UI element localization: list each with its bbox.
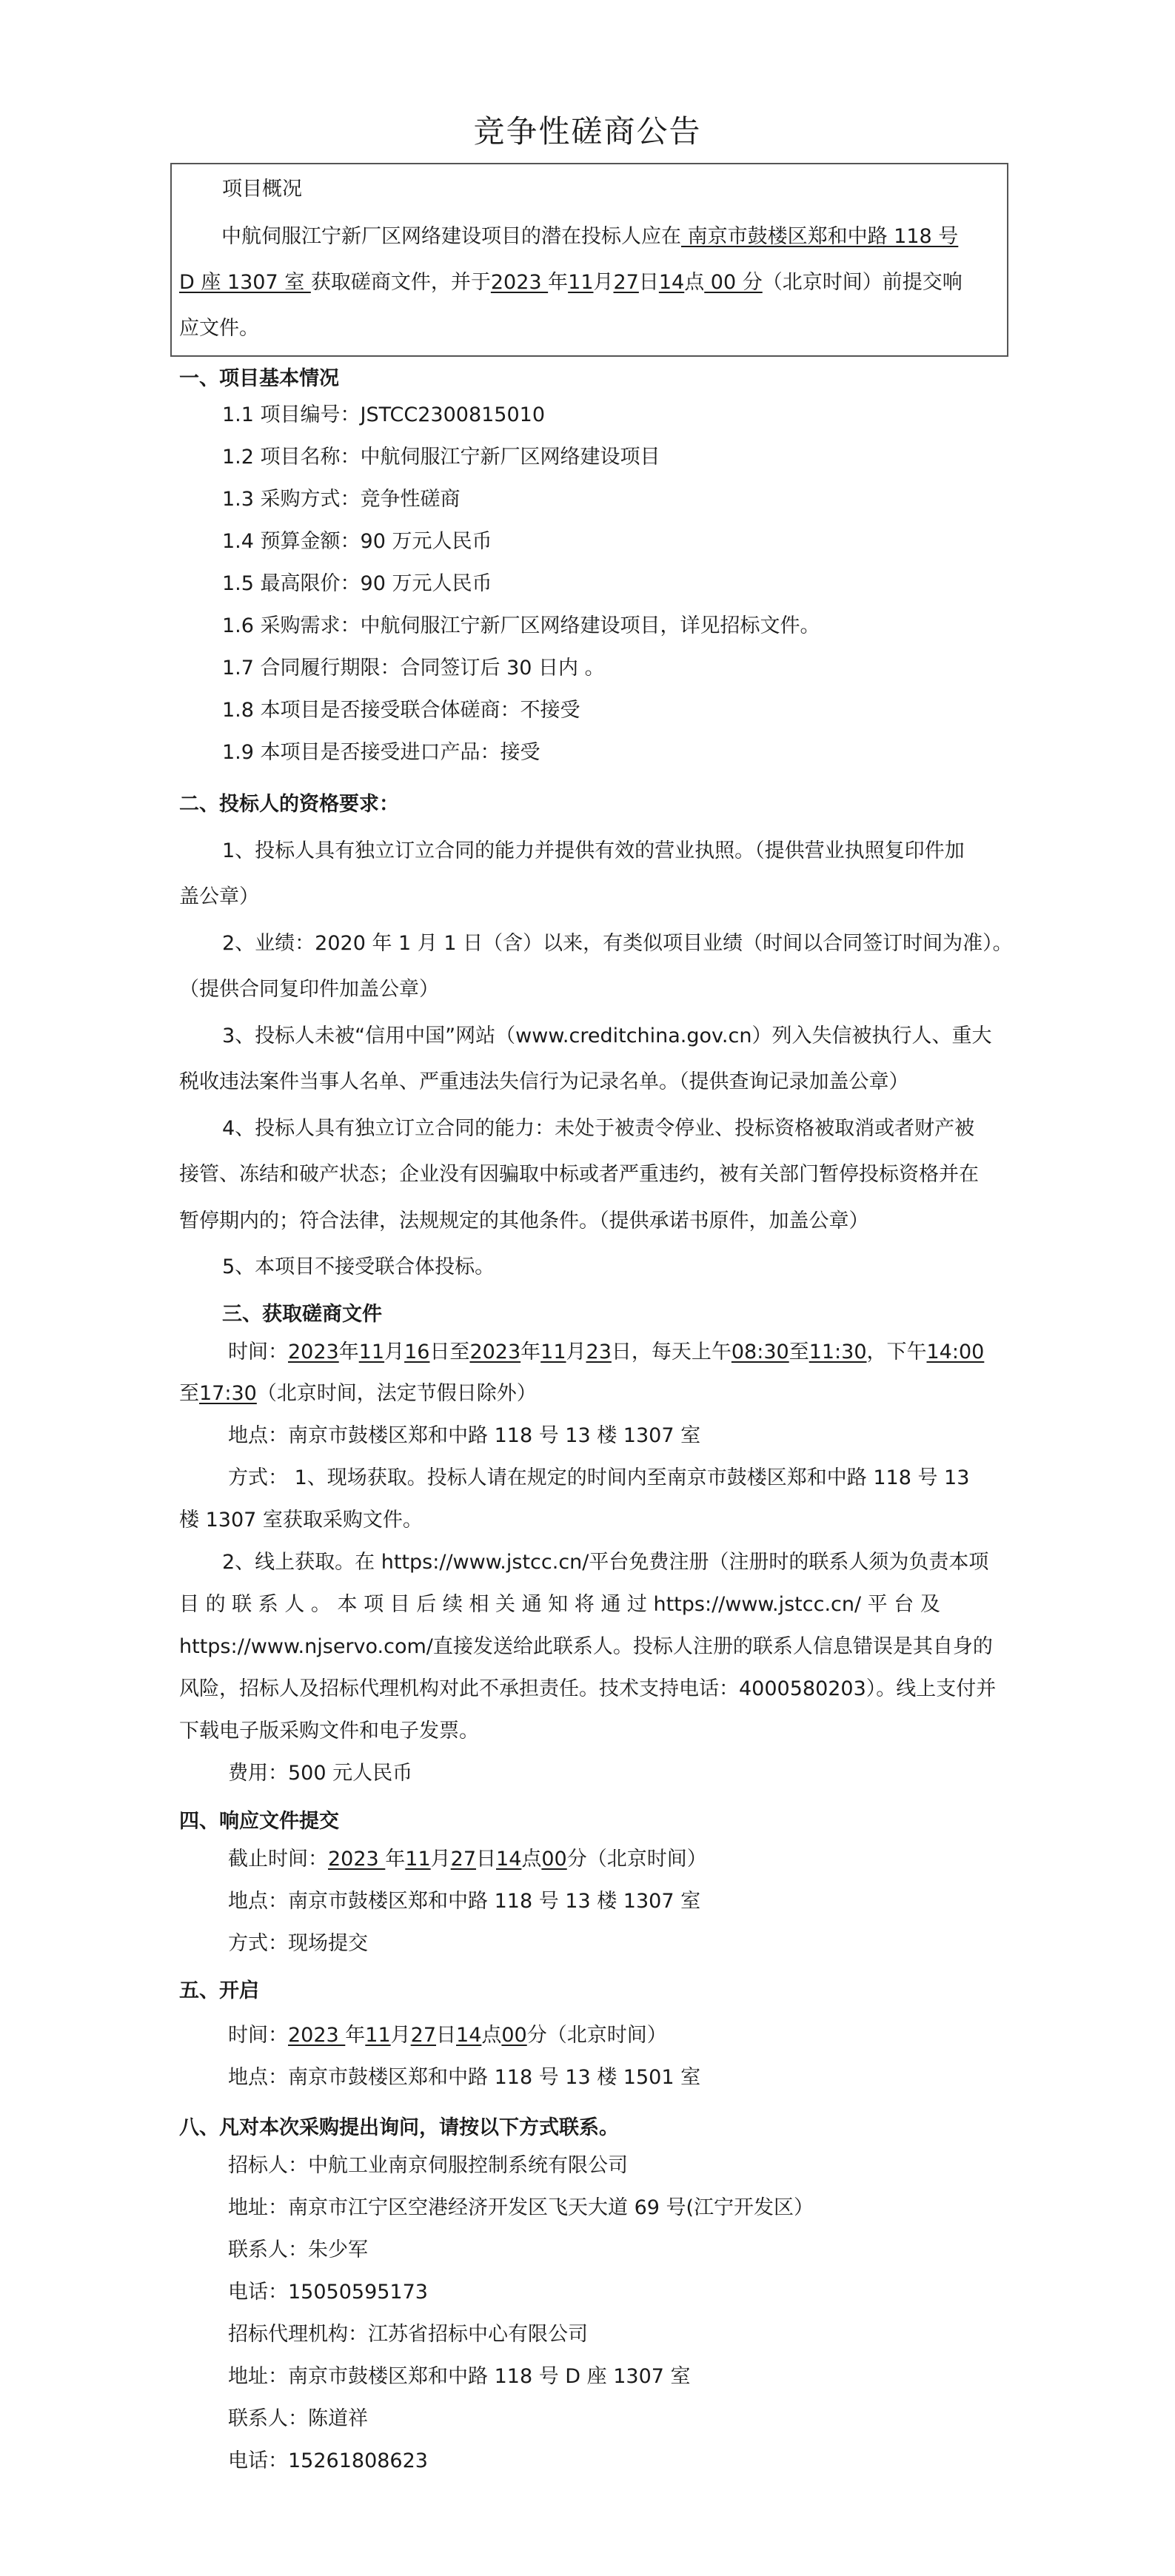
s2-paragraph-1: 1、投标人具有独立订立合同的能力并提供有效的营业执照。（提供营业执照复印件加 [222, 839, 965, 862]
overview-address-2: D 座 1307 室 [179, 271, 311, 294]
overview-text: 中航伺服江宁新厂区网络建设项目的潜在投标人应在 [221, 225, 681, 248]
time-tail: 分（北京时间） [566, 1848, 707, 1871]
s1-item: 1.7 合同履行期限：合同签订后 30 日内 。 [222, 657, 605, 680]
s1-item: 1.4 预算金额：90 万元人民币 [222, 530, 492, 553]
s2-paragraph-3: 3、投标人未被“信用中国”网站（www.creditchina.gov.cn）列入失信被执行人、重大 [222, 1024, 992, 1047]
unit-day: 日 [638, 271, 659, 294]
s3-online-cont: 风险，招标人及招标代理机构对此不承担责任。技术支持电话：4000580203）。线上支付并 [179, 1677, 997, 1700]
date-value: 11 [540, 1341, 566, 1364]
date-value: 2023 [288, 1341, 339, 1364]
time-value: 17:30 [199, 1382, 257, 1405]
overview-heading: 项目概况 [222, 178, 302, 201]
deadline-year: 2023 [490, 271, 549, 294]
unit-day: 日 [476, 1848, 497, 1871]
unit-month: 月 [566, 1341, 586, 1364]
unit-hour: 点 [684, 271, 705, 294]
deadline-hour: 14 [658, 271, 685, 294]
unit-year: 年 [520, 1341, 541, 1364]
time-value: 14 [496, 1848, 522, 1871]
s3-fee: 费用：500 元人民币 [228, 1762, 413, 1785]
s2-paragraph-4: 4、投标人具有独立订立合同的能力：未处于被责令停业、投标资格被取消或者财产被 [222, 1117, 975, 1140]
unit-to: 至 [179, 1382, 199, 1405]
time-tail: （北京时间，法定节假日除外） [256, 1382, 537, 1405]
time-label: 时间： [228, 2024, 288, 2047]
s4-deadline [228, 1845, 707, 1874]
time-value: 00 [501, 2024, 527, 2047]
overview-address: 南京市鼓楼区郑和中路 118 号 [681, 225, 959, 248]
unit-hour: 点 [481, 2024, 502, 2047]
unit-month: 月 [384, 1341, 405, 1364]
deadline-month: 11 [568, 271, 594, 294]
unit-pm: ，下午 [866, 1341, 927, 1364]
date-value: 2023 [469, 1341, 521, 1364]
s1-item: 1.1 项目编号：JSTCC2300815010 [222, 403, 546, 426]
unit-month: 月 [390, 2024, 411, 2047]
s5-time [228, 2021, 667, 2050]
time-value: 00 [541, 1848, 567, 1871]
contact-item: 电话：15050595173 [228, 2281, 428, 2304]
deadline-day: 27 [613, 271, 639, 294]
section-8-heading: 八、凡对本次采购提出询问，请按以下方式联系。 [179, 2116, 619, 2139]
s2-paragraph-2-cont: （提供合同复印件加盖公章） [179, 978, 439, 1001]
s2-paragraph-4-cont: 接管、冻结和破产状态；企业没有因骗取中标或者严重违约，被有关部门暂停投标资格并在 [179, 1163, 979, 1186]
contact-item: 联系人：朱少军 [228, 2238, 368, 2261]
contact-item: 招标代理机构：江苏省招标中心有限公司 [228, 2323, 588, 2346]
overview-line-3: 应文件。 [179, 317, 259, 340]
section-2-heading: 二、投标人的资格要求： [179, 793, 399, 816]
unit-year: 年 [548, 271, 569, 294]
s3-method-cont: 楼 1307 室获取采购文件。 [179, 1509, 423, 1532]
date-value: 23 [586, 1341, 612, 1364]
unit-year: 年 [345, 2024, 366, 2047]
s2-paragraph-4-cont: 暂停期内的；符合法律，法规规定的其他条件。（提供承诺书原件，加盖公章） [179, 1210, 869, 1232]
s3-time-line-2 [179, 1379, 537, 1409]
date-value: 27 [450, 1848, 477, 1871]
contact-item: 电话：15261808623 [228, 2449, 428, 2472]
unit-year: 年 [385, 1848, 406, 1871]
date-value: 16 [404, 1341, 430, 1364]
section-5-heading: 五、开启 [179, 1979, 259, 2002]
s2-paragraph-5: 5、本项目不接受联合体投标。 [222, 1255, 495, 1278]
s3-place: 地点：南京市鼓楼区郑和中路 118 号 13 楼 1307 室 [228, 1424, 701, 1447]
deadline-label: 截止时间： [228, 1848, 328, 1871]
s1-item: 1.5 最高限价：90 万元人民币 [222, 572, 492, 595]
unit-day: 日 [436, 2024, 457, 2047]
unit-year: 年 [338, 1341, 359, 1364]
s4-place: 地点：南京市鼓楼区郑和中路 118 号 13 楼 1307 室 [228, 1890, 701, 1913]
date-value: 2023 [288, 2024, 346, 2047]
unit-hour: 点 [521, 1848, 542, 1871]
section-1-heading: 一、项目基本情况 [179, 367, 339, 390]
unit-month: 月 [430, 1848, 451, 1871]
s1-item: 1.2 项目名称：中航伺服江宁新厂区网络建设项目 [222, 446, 660, 469]
contact-item: 地址：南京市江宁区空港经济开发区飞天大道 69 号(江宁开发区） [228, 2196, 814, 2219]
s1-item: 1.9 本项目是否接受进口产品：接受 [222, 741, 540, 764]
date-value: 11 [405, 1848, 431, 1871]
overview-line-1 [179, 222, 1000, 252]
contact-item: 联系人：陈道祥 [228, 2407, 368, 2430]
date-value: 11 [365, 2024, 391, 2047]
s1-item: 1.6 采购需求：中航伺服江宁新厂区网络建设项目，详见招标文件。 [222, 614, 820, 637]
s2-paragraph-1-cont: 盖公章） [179, 885, 259, 908]
unit-month: 月 [593, 271, 614, 294]
time-value: 14 [456, 2024, 482, 2047]
contact-item: 地址：南京市鼓楼区郑和中路 118 号 D 座 1307 室 [228, 2365, 691, 2388]
time-value: 14:00 [926, 1341, 985, 1364]
section-3-heading: 三、获取磋商文件 [222, 1303, 382, 1326]
overview-line-2 [179, 268, 963, 298]
contact-item: 招标人：中航工业南京伺服控制系统有限公司 [228, 2154, 628, 2177]
overview-text-2: 获取磋商文件，并于 [310, 271, 491, 294]
s3-online-cont: 目 的 联 系 人 。 本 项 目 后 续 相 关 通 知 将 通 过 https://www.jstcc.cn/ 平 台 及 [179, 1593, 940, 1616]
section-4-heading: 四、响应文件提交 [179, 1810, 339, 1833]
time-value: 08:30 [731, 1341, 789, 1364]
deadline-minute: 00 分 [704, 271, 763, 294]
time-value: 11:30 [809, 1341, 867, 1364]
overview-text-3: （北京时间）前提交响 [762, 271, 963, 294]
s2-paragraph-2: 2、业绩：2020 年 1 月 1 日（含）以来，有类似项目业绩（时间以合同签订时间为准）。 [222, 932, 1013, 955]
time-tail: 分（北京时间） [526, 2024, 667, 2047]
s1-item: 1.8 本项目是否接受联合体磋商：不接受 [222, 699, 580, 722]
s5-place: 地点：南京市鼓楼区郑和中路 118 号 13 楼 1501 室 [228, 2066, 701, 2089]
s3-online-cont: 下载电子版采购文件和电子发票。 [179, 1720, 479, 1743]
s3-online-cont: https://www.njservo.com/直接发送给此联系人。投标人注册的联系人信息错误是其自身的 [179, 1635, 993, 1658]
date-value: 27 [410, 2024, 437, 2047]
s4-method: 方式：现场提交 [228, 1932, 368, 1955]
date-value: 11 [358, 1341, 385, 1364]
time-label: 时间： [228, 1341, 288, 1364]
date-value: 2023 [328, 1848, 386, 1871]
s1-item: 1.3 采购方式：竞争性磋商 [222, 488, 461, 511]
unit-daily: 日，每天上午 [611, 1341, 732, 1364]
document-title: 竞争性磋商公告 [473, 113, 702, 150]
s3-method: 方式： 1、现场获取。投标人请在规定的时间内至南京市鼓楼区郑和中路 118 号 13 [228, 1466, 970, 1489]
s3-online: 2、线上获取。在 https://www.jstcc.cn/平台免费注册（注册时的联系人须为负责本项 [222, 1551, 989, 1574]
unit-day-to: 日至 [429, 1341, 470, 1364]
unit-to: 至 [789, 1341, 809, 1364]
s2-paragraph-3-cont: 税收违法案件当事人名单、严重违法失信行为记录名单。（提供查询记录加盖公章） [179, 1070, 909, 1093]
s3-time-line [228, 1338, 984, 1367]
